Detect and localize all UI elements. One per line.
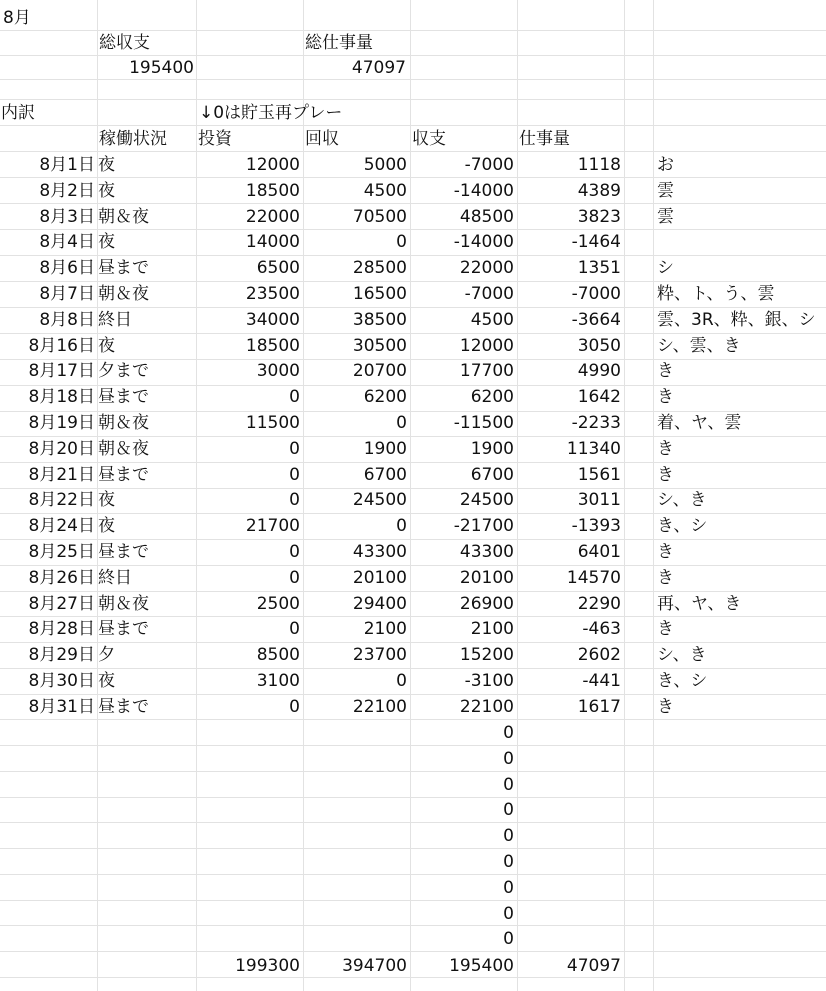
row-gridline [0, 771, 826, 772]
row-work-cell[interactable]: 3050 [577, 336, 621, 356]
row-status-cell[interactable]: 朝＆夜 [98, 284, 149, 304]
row-collect-cell[interactable]: 30500 [352, 336, 407, 356]
row-status-cell[interactable]: 夜 [98, 490, 115, 510]
row-collect-cell[interactable]: 0 [396, 516, 407, 536]
row-invest-cell[interactable]: 34000 [245, 310, 300, 330]
row-balance-cell[interactable]: -21700 [453, 516, 514, 536]
row-gridline [0, 822, 826, 823]
total-work-label[interactable]: 総仕事量 [305, 33, 373, 53]
row-date-cell[interactable]: 8月6日 [39, 258, 95, 278]
row-gridline [0, 900, 826, 901]
row-memo-cell[interactable]: き [657, 465, 674, 485]
row-collect-cell[interactable]: 28500 [352, 258, 407, 278]
row-collect-cell[interactable]: 22100 [352, 697, 407, 717]
row-date-cell[interactable]: 8月28日 [28, 619, 95, 639]
row-invest-cell[interactable]: 0 [289, 490, 300, 510]
row-balance-cell[interactable]: 12000 [459, 336, 514, 356]
row-date-cell[interactable]: 8月25日 [28, 542, 95, 562]
row-work-cell[interactable]: 6401 [577, 542, 621, 562]
row-date-cell[interactable]: 8月16日 [28, 336, 95, 356]
row-collect-cell[interactable]: 23700 [352, 645, 407, 665]
replay-note[interactable]: ↓0は貯玉再プレー [199, 103, 343, 123]
row-date-cell[interactable]: 8月17日 [28, 361, 95, 381]
row-status-cell[interactable]: 夜 [98, 155, 115, 175]
row-collect-cell[interactable]: 29400 [352, 594, 407, 614]
header-collection[interactable]: 回収 [305, 129, 339, 149]
row-status-cell[interactable]: 朝＆夜 [98, 207, 149, 227]
row-balance-cell[interactable]: 6700 [470, 465, 514, 485]
row-status-cell[interactable]: 夕 [98, 645, 115, 665]
row-memo-cell[interactable]: お [657, 155, 674, 175]
row-gridline [0, 719, 826, 720]
row-work-cell[interactable]: 4389 [577, 181, 621, 201]
empty-balance-cell[interactable]: 0 [503, 723, 514, 743]
row-status-cell[interactable]: 昼まで [98, 387, 149, 407]
row-date-cell[interactable]: 8月24日 [28, 516, 95, 536]
row-memo-cell[interactable]: き、シ [657, 671, 708, 691]
row-status-cell[interactable]: 夜 [98, 516, 115, 536]
row-invest-cell[interactable]: 0 [289, 465, 300, 485]
row-work-cell[interactable]: -1464 [571, 232, 621, 252]
row-status-cell[interactable]: 夜 [98, 336, 115, 356]
row-date-cell[interactable]: 8月19日 [28, 413, 95, 433]
row-status-cell[interactable]: 終日 [98, 568, 132, 588]
row-collect-cell[interactable]: 0 [396, 232, 407, 252]
row-work-cell[interactable]: 1561 [577, 465, 621, 485]
row-status-cell[interactable]: 終日 [98, 310, 132, 330]
row-balance-cell[interactable]: -3100 [464, 671, 514, 691]
row-balance-cell[interactable]: 22100 [459, 697, 514, 717]
row-balance-cell[interactable]: 43300 [459, 542, 514, 562]
empty-balance-cell[interactable]: 0 [503, 929, 514, 949]
row-collect-cell[interactable]: 70500 [352, 207, 407, 227]
row-work-cell[interactable]: 2602 [577, 645, 621, 665]
row-balance-cell[interactable]: -7000 [464, 284, 514, 304]
row-collect-cell[interactable]: 0 [396, 413, 407, 433]
empty-balance-cell[interactable]: 0 [503, 852, 514, 872]
total-collect-cell[interactable]: 394700 [342, 956, 407, 976]
row-memo-cell[interactable]: き [657, 361, 674, 381]
row-date-cell[interactable]: 8月2日 [39, 181, 95, 201]
row-status-cell[interactable]: 朝＆夜 [98, 594, 149, 614]
row-memo-cell[interactable]: シ、き [657, 490, 707, 510]
row-memo-cell[interactable]: き [657, 697, 674, 717]
row-date-cell[interactable]: 8月31日 [28, 697, 95, 717]
empty-balance-cell[interactable]: 0 [503, 775, 514, 795]
row-work-cell[interactable]: 14570 [566, 568, 621, 588]
row-invest-cell[interactable]: 22000 [245, 207, 300, 227]
total-work-value[interactable]: 47097 [351, 58, 406, 78]
row-balance-cell[interactable]: -11500 [453, 413, 514, 433]
row-invest-cell[interactable]: 11500 [245, 413, 300, 433]
row-balance-cell[interactable]: 20100 [459, 568, 514, 588]
row-date-cell[interactable]: 8月22日 [28, 490, 95, 510]
column-gridline [624, 0, 625, 991]
month-title-cell[interactable]: 8月 [3, 8, 31, 28]
row-memo-cell[interactable]: き、シ [657, 516, 708, 536]
row-memo-cell[interactable]: 粋、ト、う、雲 [657, 284, 775, 304]
row-collect-cell[interactable]: 20100 [352, 568, 407, 588]
row-gridline [0, 874, 826, 875]
row-work-cell[interactable]: 1118 [577, 155, 621, 175]
row-collect-cell[interactable]: 0 [396, 671, 407, 691]
row-date-cell[interactable]: 8月26日 [28, 568, 95, 588]
row-work-cell[interactable]: 4990 [577, 361, 621, 381]
row-balance-cell[interactable]: 22000 [459, 258, 514, 278]
row-memo-cell[interactable]: 着、ヤ、雲 [657, 413, 742, 433]
row-memo-cell[interactable]: き [657, 387, 674, 407]
row-gridline [0, 848, 826, 849]
row-work-cell[interactable]: 3823 [577, 207, 621, 227]
row-invest-cell[interactable]: 2500 [256, 594, 300, 614]
row-status-cell[interactable]: 夜 [98, 671, 115, 691]
header-balance[interactable]: 収支 [412, 129, 446, 149]
row-date-cell[interactable]: 8月4日 [39, 232, 95, 252]
row-invest-cell[interactable]: 0 [289, 439, 300, 459]
row-balance-cell[interactable]: 24500 [459, 490, 514, 510]
row-invest-cell[interactable]: 3100 [256, 671, 300, 691]
row-gridline [0, 125, 826, 126]
row-memo-cell[interactable] [657, 230, 826, 254]
row-collect-cell[interactable]: 38500 [352, 310, 407, 330]
row-gridline [0, 951, 826, 952]
row-date-cell[interactable]: 8月30日 [28, 671, 95, 691]
row-invest-cell[interactable]: 3000 [256, 361, 300, 381]
row-work-cell[interactable]: 1617 [577, 697, 621, 717]
row-invest-cell[interactable]: 12000 [245, 155, 300, 175]
row-status-cell[interactable]: 昼まで [98, 619, 149, 639]
row-status-cell[interactable]: 夕まで [98, 361, 149, 381]
row-invest-cell[interactable]: 14000 [245, 232, 300, 252]
row-invest-cell[interactable]: 8500 [256, 645, 300, 665]
row-memo-cell[interactable]: き [657, 619, 674, 639]
row-status-cell[interactable]: 夜 [98, 181, 115, 201]
header-status[interactable]: 稼働状況 [99, 129, 167, 149]
row-balance-cell[interactable]: -14000 [453, 232, 514, 252]
row-work-cell[interactable]: 2290 [577, 594, 621, 614]
row-memo-cell[interactable]: 雲 [657, 207, 674, 227]
row-invest-cell[interactable]: 6500 [256, 258, 300, 278]
row-balance-cell[interactable]: 26900 [459, 594, 514, 614]
row-balance-cell[interactable]: 17700 [459, 361, 514, 381]
row-date-cell[interactable]: 8月7日 [39, 284, 95, 304]
row-gridline [0, 177, 826, 178]
row-memo-cell[interactable]: 再、ヤ、き [657, 594, 742, 614]
row-memo-cell[interactable]: き [657, 439, 674, 459]
row-memo-cell[interactable]: シ [657, 258, 674, 278]
row-balance-cell[interactable]: -7000 [464, 155, 514, 175]
row-status-cell[interactable]: 夜 [98, 232, 115, 252]
row-collect-cell[interactable]: 1900 [363, 439, 407, 459]
row-balance-cell[interactable]: 2100 [470, 619, 514, 639]
row-invest-cell[interactable]: 0 [289, 542, 300, 562]
row-work-cell[interactable]: -1393 [571, 516, 621, 536]
row-status-cell[interactable]: 朝＆夜 [98, 413, 149, 433]
row-invest-cell[interactable]: 0 [289, 697, 300, 717]
column-gridline [653, 0, 654, 991]
row-work-cell[interactable]: -441 [582, 671, 621, 691]
row-collect-cell[interactable]: 4500 [363, 181, 407, 201]
row-collect-cell[interactable]: 20700 [352, 361, 407, 381]
row-invest-cell[interactable]: 23500 [245, 284, 300, 304]
breakdown-label[interactable]: 内訳 [1, 103, 35, 123]
empty-balance-cell[interactable]: 0 [503, 800, 514, 820]
row-invest-cell[interactable]: 0 [289, 387, 300, 407]
row-collect-cell[interactable]: 24500 [352, 490, 407, 510]
row-work-cell[interactable]: -7000 [571, 284, 621, 304]
row-status-cell[interactable]: 昼まで [98, 697, 149, 717]
row-invest-cell[interactable]: 18500 [245, 181, 300, 201]
row-date-cell[interactable]: 8月20日 [28, 439, 95, 459]
row-memo-cell[interactable]: き [657, 542, 674, 562]
row-collect-cell[interactable]: 16500 [352, 284, 407, 304]
total-work-cell[interactable]: 47097 [566, 956, 621, 976]
row-invest-cell[interactable]: 0 [289, 568, 300, 588]
empty-balance-cell[interactable]: 0 [503, 749, 514, 769]
row-date-cell[interactable]: 8月18日 [28, 387, 95, 407]
row-balance-cell[interactable]: 15200 [459, 645, 514, 665]
row-gridline [0, 745, 826, 746]
row-memo-cell[interactable]: き [657, 568, 674, 588]
row-gridline [0, 151, 826, 152]
row-work-cell[interactable]: 11340 [566, 439, 621, 459]
row-collect-cell[interactable]: 6200 [363, 387, 407, 407]
total-invest-cell[interactable]: 199300 [235, 956, 300, 976]
row-work-cell[interactable]: -2233 [571, 413, 621, 433]
row-invest-cell[interactable]: 21700 [245, 516, 300, 536]
empty-balance-cell[interactable]: 0 [503, 826, 514, 846]
row-collect-cell[interactable]: 43300 [352, 542, 407, 562]
row-memo-cell[interactable]: シ、き [657, 645, 707, 665]
row-balance-cell[interactable]: -14000 [453, 181, 514, 201]
total-balance-label[interactable]: 総収支 [99, 33, 150, 53]
header-work[interactable]: 仕事量 [519, 129, 570, 149]
row-status-cell[interactable]: 昼まで [98, 465, 149, 485]
row-balance-cell[interactable]: 6200 [470, 387, 514, 407]
row-status-cell[interactable]: 朝＆夜 [98, 439, 149, 459]
empty-balance-cell[interactable]: 0 [503, 878, 514, 898]
row-balance-cell[interactable]: 1900 [470, 439, 514, 459]
row-date-cell[interactable]: 8月29日 [28, 645, 95, 665]
row-collect-cell[interactable]: 6700 [363, 465, 407, 485]
total-balance-value[interactable]: 195400 [129, 58, 194, 78]
row-collect-cell[interactable]: 2100 [363, 619, 407, 639]
header-investment[interactable]: 投資 [198, 129, 232, 149]
row-date-cell[interactable]: 8月21日 [28, 465, 95, 485]
row-work-cell[interactable]: -3664 [571, 310, 621, 330]
total-balance-cell[interactable]: 195400 [449, 956, 514, 976]
row-date-cell[interactable]: 8月27日 [28, 594, 95, 614]
row-status-cell[interactable]: 昼まで [98, 542, 149, 562]
row-balance-cell[interactable]: 4500 [470, 310, 514, 330]
row-date-cell[interactable]: 8月8日 [39, 310, 95, 330]
row-memo-cell[interactable]: 雲、3R、粋、銀、シ [657, 310, 816, 330]
row-balance-cell[interactable]: 48500 [459, 207, 514, 227]
row-invest-cell[interactable]: 0 [289, 619, 300, 639]
row-invest-cell[interactable]: 18500 [245, 336, 300, 356]
row-memo-cell[interactable]: シ、雲、き [657, 336, 741, 356]
row-work-cell[interactable]: 3011 [577, 490, 621, 510]
row-gridline [0, 203, 826, 204]
row-date-cell[interactable]: 8月3日 [39, 207, 95, 227]
empty-balance-cell[interactable]: 0 [503, 904, 514, 924]
row-work-cell[interactable]: -463 [582, 619, 621, 639]
row-status-cell[interactable]: 昼まで [98, 258, 149, 278]
row-date-cell[interactable]: 8月1日 [39, 155, 95, 175]
row-work-cell[interactable]: 1642 [577, 387, 621, 407]
row-collect-cell[interactable]: 5000 [363, 155, 407, 175]
row-gridline [0, 99, 826, 100]
row-work-cell[interactable]: 1351 [577, 258, 621, 278]
row-memo-cell[interactable]: 雲 [657, 181, 674, 201]
